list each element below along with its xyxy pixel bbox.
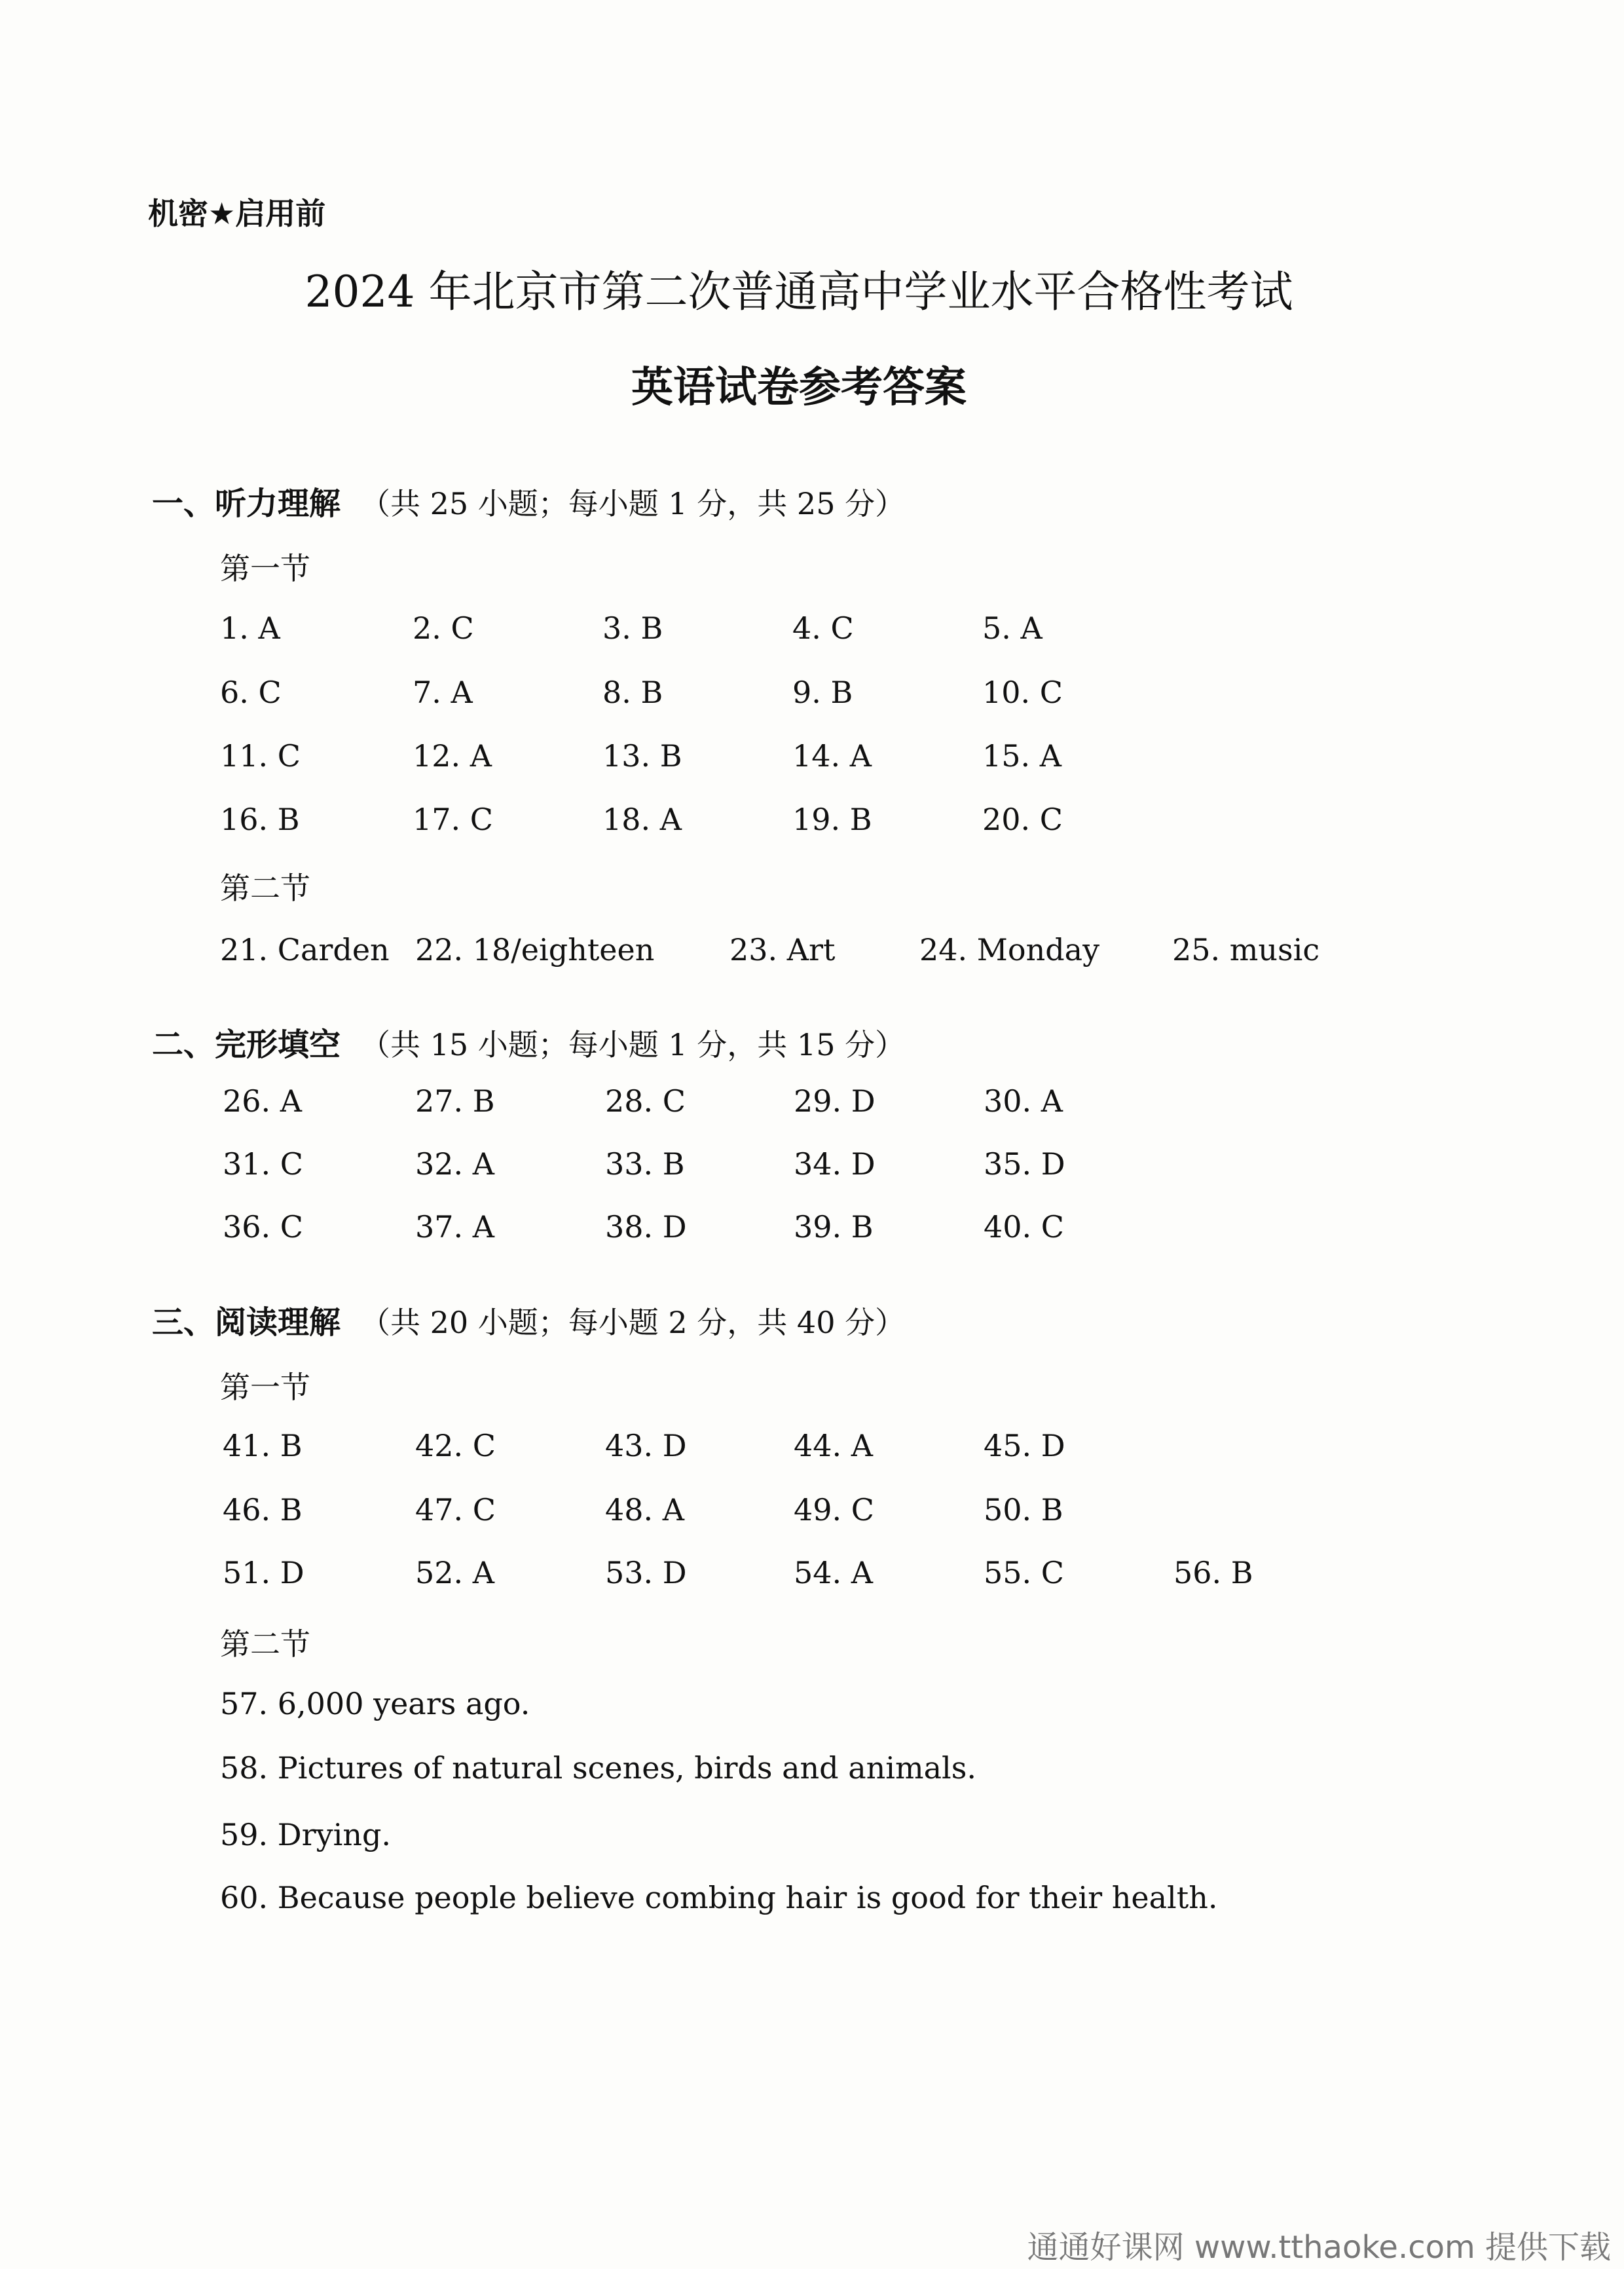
answer-item: 7. A	[413, 675, 473, 710]
confidential-label: 机密★启用前	[148, 196, 326, 231]
answer-item: 53. D	[605, 1555, 687, 1590]
answer-item: 37. A	[415, 1209, 494, 1245]
section-note: （共 20 小题；每小题 2 分，共 40 分）	[360, 1305, 906, 1340]
answer-item: 10. C	[982, 675, 1063, 710]
answer-item: 20. C	[982, 802, 1063, 837]
section-reading-heading	[152, 1297, 905, 1342]
answer-item: 29. D	[794, 1083, 876, 1119]
answer-item: 32. A	[415, 1146, 494, 1182]
answer-item: 23. Art	[729, 932, 836, 967]
exam-title: 2024 年北京市第二次普通高中学业水平合格性考试	[304, 267, 1293, 317]
section-note: （共 25 小题；每小题 1 分，共 25 分）	[360, 486, 906, 521]
answer-item: 12. A	[413, 738, 492, 774]
answer-item: 5. A	[982, 610, 1043, 646]
answer-item: 25. music	[1172, 932, 1320, 967]
answer-item: 46. B	[223, 1492, 303, 1528]
answer-item: 2. C	[413, 610, 474, 646]
written-answer: 58. Pictures of natural scenes, birds and animals.	[220, 1750, 976, 1786]
answer-item: 19. B	[792, 802, 872, 837]
answer-item: 28. C	[605, 1083, 686, 1119]
answer-item: 38. D	[605, 1209, 687, 1245]
written-answer: 60. Because people believe combing hair is good for their health.	[220, 1880, 1218, 1915]
answer-item: 56. B	[1173, 1555, 1253, 1590]
answer-item: 36. C	[223, 1209, 303, 1245]
answer-item: 44. A	[794, 1428, 873, 1463]
answer-item: 18. A	[602, 802, 682, 837]
section-title: 一、听力理解	[152, 485, 341, 522]
section-listening-heading	[152, 478, 905, 523]
answer-item: 35. D	[984, 1146, 1065, 1182]
answer-item: 34. D	[794, 1146, 876, 1182]
answer-item: 13. B	[602, 738, 682, 774]
section-note: （共 15 小题；每小题 1 分，共 15 分）	[360, 1027, 906, 1062]
answer-item: 30. A	[984, 1083, 1063, 1119]
answer-item: 52. A	[415, 1555, 494, 1590]
answer-item: 55. C	[984, 1555, 1064, 1590]
answer-item: 43. D	[605, 1428, 687, 1463]
answer-item: 3. B	[602, 610, 663, 646]
answer-item: 39. B	[794, 1209, 874, 1245]
answer-item: 4. C	[792, 610, 854, 646]
answer-item: 6. C	[220, 675, 282, 710]
answer-item: 41. B	[223, 1428, 303, 1463]
answer-item: 1. A	[220, 610, 280, 646]
section-title: 二、完形填空	[152, 1026, 341, 1063]
answer-item: 49. C	[794, 1492, 874, 1528]
answer-item: 27. B	[415, 1083, 495, 1119]
written-answer: 57. 6,000 years ago.	[220, 1686, 530, 1721]
answer-item: 42. C	[415, 1428, 496, 1463]
section-cloze-heading	[152, 1019, 905, 1064]
part-label: 第二节	[220, 1626, 310, 1662]
answer-item: 40. C	[984, 1209, 1064, 1245]
answer-item: 45. D	[984, 1428, 1065, 1463]
answer-item: 21. Carden	[220, 932, 390, 967]
part-label: 第一节	[220, 551, 310, 586]
answer-item: 8. B	[602, 675, 663, 710]
answer-key-subtitle: 英语试卷参考答案	[631, 364, 967, 412]
part-label: 第一节	[220, 1370, 310, 1405]
answer-item: 15. A	[982, 738, 1061, 774]
answer-item: 14. A	[792, 738, 872, 774]
section-title: 三、阅读理解	[152, 1304, 341, 1341]
answer-item: 16. B	[220, 802, 300, 837]
answer-item: 33. B	[605, 1146, 685, 1182]
answer-item: 24. Monday	[919, 932, 1100, 967]
written-answer: 59. Drying.	[220, 1817, 392, 1852]
answer-item: 47. C	[415, 1492, 496, 1528]
answer-item: 26. A	[223, 1083, 302, 1119]
answer-item: 31. C	[223, 1146, 303, 1182]
answer-item: 9. B	[792, 675, 853, 710]
answer-item: 48. A	[605, 1492, 684, 1528]
download-source-watermark: 通通好课网 www.tthaoke.com 提供下载	[1027, 2229, 1611, 2266]
answer-item: 51. D	[223, 1555, 304, 1590]
answer-item: 50. B	[984, 1492, 1063, 1528]
answer-item: 11. C	[220, 738, 301, 774]
answer-item: 54. A	[794, 1555, 873, 1590]
answer-item: 17. C	[413, 802, 493, 837]
part-label: 第二节	[220, 871, 310, 906]
answer-item: 22. 18/eighteen	[415, 932, 655, 967]
